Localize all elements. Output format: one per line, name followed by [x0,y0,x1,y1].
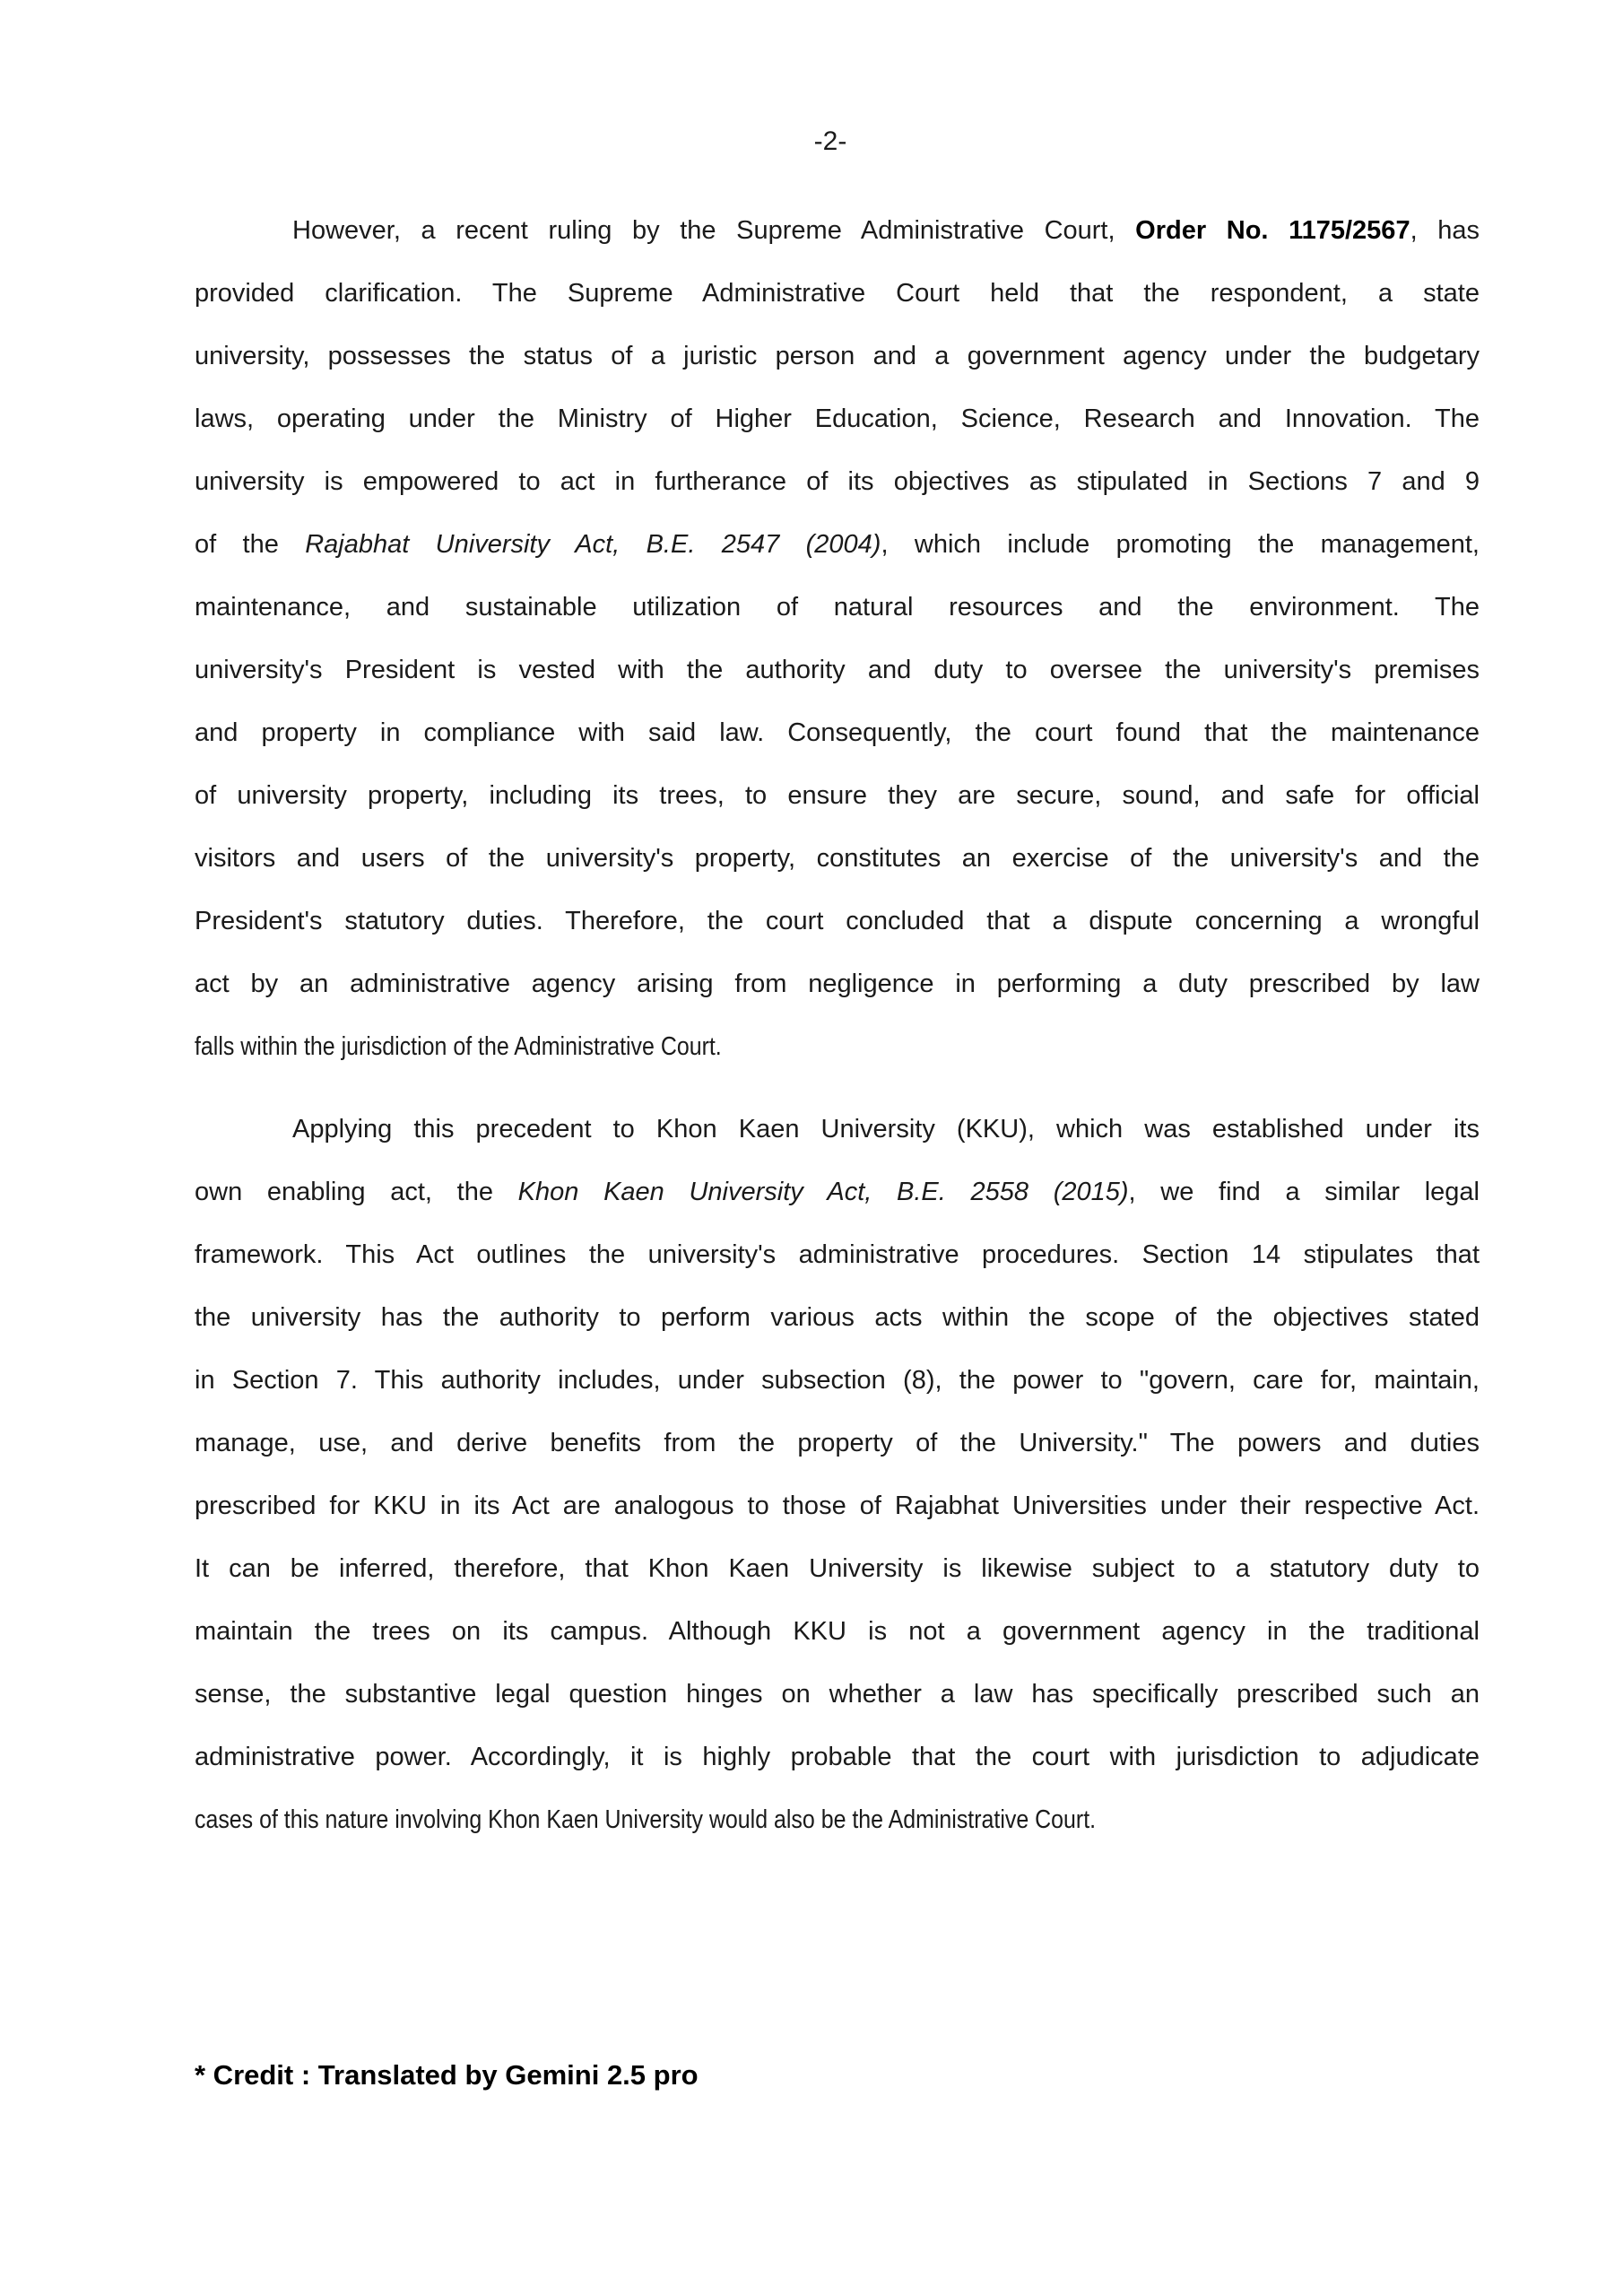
text-run: university is empowered to act in furtherance of its objectives as stipulated in Sections 7 and 9 [195,467,1480,496]
text-line [195,587,1480,627]
text-line [195,336,1480,376]
text-run: , has [1410,216,1480,245]
text-line [195,399,1480,439]
text-line [195,1172,1480,1212]
text-line [195,1549,1480,1588]
text-line [195,525,1480,564]
text-line [195,1298,1480,1337]
text-line [195,1486,1480,1526]
text-line [195,1423,1480,1463]
act-title: Khon Kaen University Act, B.E. 2558 (2015) [517,1178,1129,1206]
text-run: own enabling act, the [195,1178,518,1206]
text-line [195,1737,1480,1777]
text-run: framework. This Act outlines the university's administrative procedures. Section 14 stipulates that [195,1240,1480,1269]
text-line [195,713,1480,752]
text-run: and property in compliance with said law. Consequently, the court found that the maintenance [195,718,1480,747]
text-run: prescribed for KKU in its Act are analogous to those of Rajabhat Universities under their respective Act. [195,1492,1480,1520]
text-run: sense, the substantive legal question hinges on whether a law has specifically prescribed such an [195,1680,1480,1709]
order-number: Order No. 1175/2567 [1135,216,1410,245]
translation-credit: * Credit : Translated by Gemini 2.5 pro [195,2059,699,2091]
text-line [195,964,1480,1004]
text-run: in Section 7. This authority includes, under subsection (8), the power to "govern, care for, maintain, [195,1366,1480,1395]
text-run: maintenance, and sustainable utilization of natural resources and the environment. The [195,593,1480,622]
text-line [195,901,1480,941]
text-run: act by an administrative agency arising from negligence in performing a duty prescribed by law [195,970,1480,998]
text-line [195,1235,1480,1274]
text-line [195,650,1480,690]
text-line [195,839,1480,878]
text-run: maintain the trees on its campus. Although KKU is not a government agency in the traditional [195,1617,1480,1646]
text-run: administrative power. Accordingly, it is highly probable that the court with jurisdiction to adjudicate [195,1743,1480,1771]
text-run: cases of this nature involving Khon Kaen University would also be the Administrative Court. [195,1805,1097,1834]
text-run: It can be inferred, therefore, that Khon Kaen University is likewise subject to a statutory duty to [195,1554,1480,1583]
text-line [195,1361,1480,1400]
text-run: manage, use, and derive benefits from the property of the University." The powers and duties [195,1429,1480,1457]
text-line [292,1109,1480,1149]
text-run: university's President is vested with the authority and duty to oversee the university's premises [195,656,1480,684]
act-title: Rajabhat University Act, B.E. 2547 (2004) [305,530,881,559]
text-run: university, possesses the status of a juristic person and a government agency under the budgetary [195,342,1480,370]
text-run: visitors and users of the university's property, constitutes an exercise of the university's and the [195,844,1480,873]
text-line [195,1800,1096,1839]
text-run: laws, operating under the Ministry of Higher Education, Science, Research and Innovation. The [195,404,1480,433]
text-run: Applying this precedent to Khon Kaen University (KKU), which was established under its [292,1115,1480,1144]
text-run: , we find a similar legal [1128,1178,1480,1206]
text-run: of the [195,530,306,559]
text-line [195,1674,1480,1714]
text-run: President's statutory duties. Therefore, the court concluded that a dispute concerning a wrongful [195,907,1480,935]
text-line [292,211,1480,250]
text-run: of university property, including its trees, to ensure they are secure, sound, and safe for official [195,781,1480,810]
text-line [195,1027,722,1066]
text-line [195,462,1480,501]
text-line [195,274,1480,313]
text-run: falls within the jurisdiction of the Administrative Court. [195,1032,722,1061]
text-run: , which include promoting the management, [881,530,1480,559]
text-line [195,1612,1480,1651]
text-run: the university has the authority to perform various acts within the scope of the objectives stated [195,1303,1480,1332]
text-line [195,776,1480,815]
page-number: -2- [813,126,847,156]
text-run: provided clarification. The Supreme Administrative Court held that the respondent, a state [195,279,1480,308]
text-run: However, a recent ruling by the Supreme Administrative Court, [292,216,1136,245]
